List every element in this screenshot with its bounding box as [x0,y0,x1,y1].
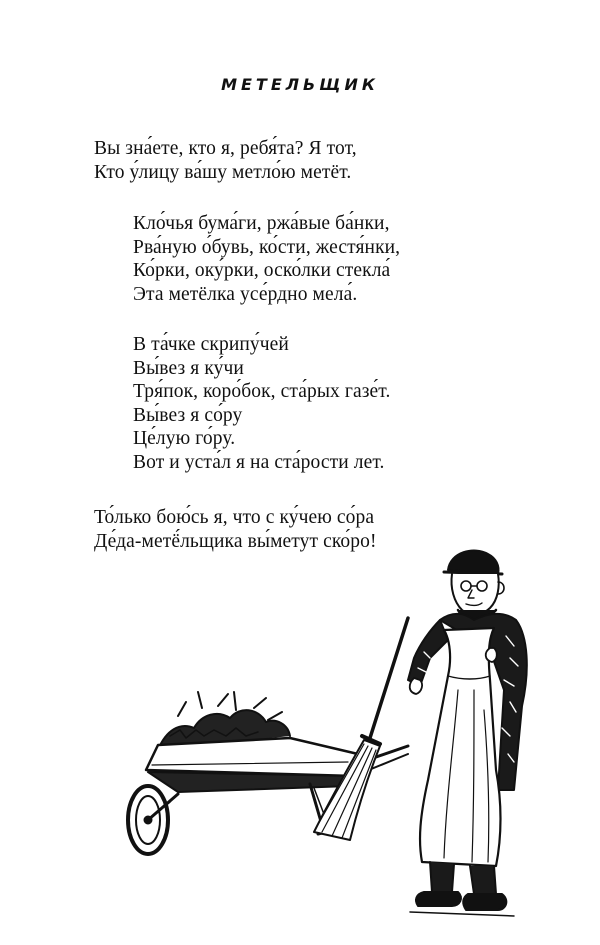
poem-line: Кто у́лицу ва́шу метло́ю метёт. [94,161,352,183]
poem-title: МЕТЕЛЬЩИК [221,75,379,94]
poem-line: Вот и уста́л я на ста́рости лет. [133,451,385,473]
sweeper-figure [408,551,527,916]
stanza-3 [133,333,390,475]
poem-line: То́лько бою́сь я, что с ку́чею со́ра [94,507,375,528]
poem-line: Тря́пок, коро́бок, ста́рых газе́т. [133,381,391,403]
sweeper-illustration [118,540,528,925]
poem-line: Эта метёлка усе́рдно мела́. [133,283,358,305]
poem-line: Це́лую го́ру. [133,428,236,450]
poem-line: Вы́вез я ку́чи [133,357,244,379]
poem-line: Рва́ную о́бувь, ко́сти, жестя́нки, [133,236,401,258]
poem-line: Де́да-метё́льщика вы́метут ско́ро! [94,530,377,552]
poem-line: Вы зна́ете, кто я, ребя́та? Я тот, [94,138,357,159]
poem-line: Вы́вез я со́ру [133,404,243,426]
poem-line: В та́чке скрипу́чей [133,334,289,355]
broom-drawing [314,618,408,840]
stanza-1 [94,137,357,184]
stanza-2 [133,212,400,306]
poem-line: Ко́рки, оку́рки, оско́лки стекла́ [133,260,391,282]
poem-line: Кло́чья бума́ги, ржа́вые ба́нки, [133,213,390,234]
